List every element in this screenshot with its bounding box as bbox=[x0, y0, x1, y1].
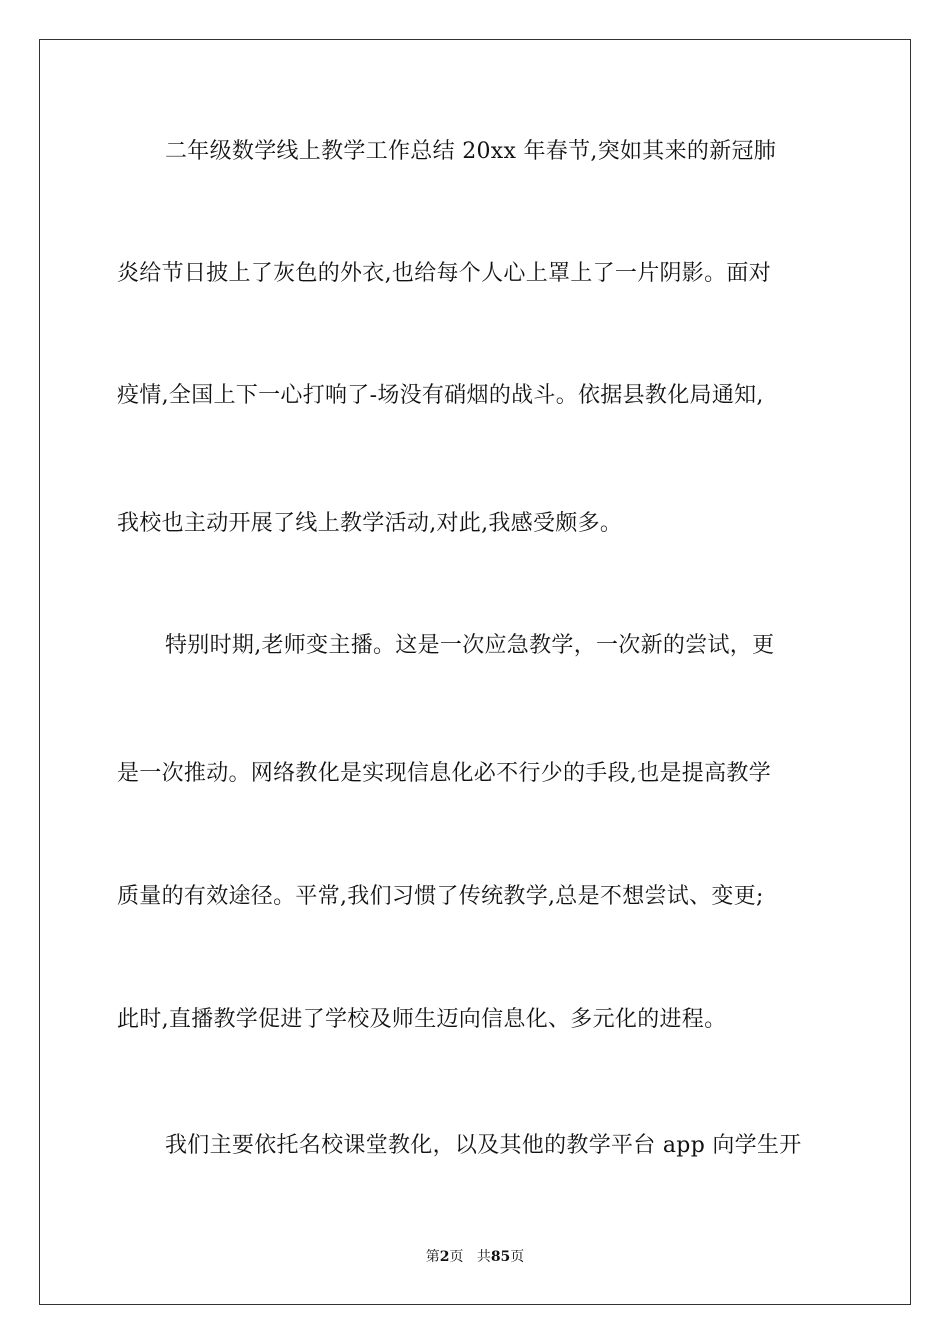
paragraph-line: 二年级数学线上教学工作总结 20xx 年春节,突如其来的新冠肺 bbox=[165, 139, 777, 164]
paragraph-line: 此时,直播教学促进了学校及师生迈向信息化、多元化的进程。 bbox=[117, 1007, 727, 1032]
page-footer bbox=[0, 1246, 950, 1266]
paragraph-line: 特别时期,老师变主播。这是一次应急教学，一次新的尝试，更 bbox=[165, 633, 775, 658]
paragraph-line: 是一次推动。网络教化是实现信息化必不行少的手段,也是提高教学 bbox=[117, 761, 771, 786]
paragraph-line: 疫情,全国上下一心打响了-场没有硝烟的战斗。依据县教化局通知, bbox=[117, 383, 764, 408]
paragraph-line: 炎给节日披上了灰色的外衣,也给每个人心上罩上了一片阴影。面对 bbox=[117, 261, 771, 286]
total-pages-number: 85 bbox=[490, 1249, 511, 1265]
paragraph-line: 我校也主动开展了线上教学活动,对此,我感受颇多。 bbox=[117, 511, 623, 536]
footer-page-suffix: 页 bbox=[449, 1249, 464, 1265]
footer-total-prefix: 共 bbox=[476, 1249, 491, 1265]
current-page-number: 2 bbox=[439, 1249, 450, 1265]
paragraph-line: 我们主要依托名校课堂教化，以及其他的教学平台 app 向学生开 bbox=[165, 1133, 802, 1158]
footer-total-suffix: 页 bbox=[510, 1249, 525, 1265]
footer-prefix: 第 bbox=[425, 1249, 440, 1265]
paragraph-line: 质量的有效途径。平常,我们习惯了传统教学,总是不想尝试、变更; bbox=[117, 884, 764, 909]
page-border bbox=[39, 39, 911, 1305]
